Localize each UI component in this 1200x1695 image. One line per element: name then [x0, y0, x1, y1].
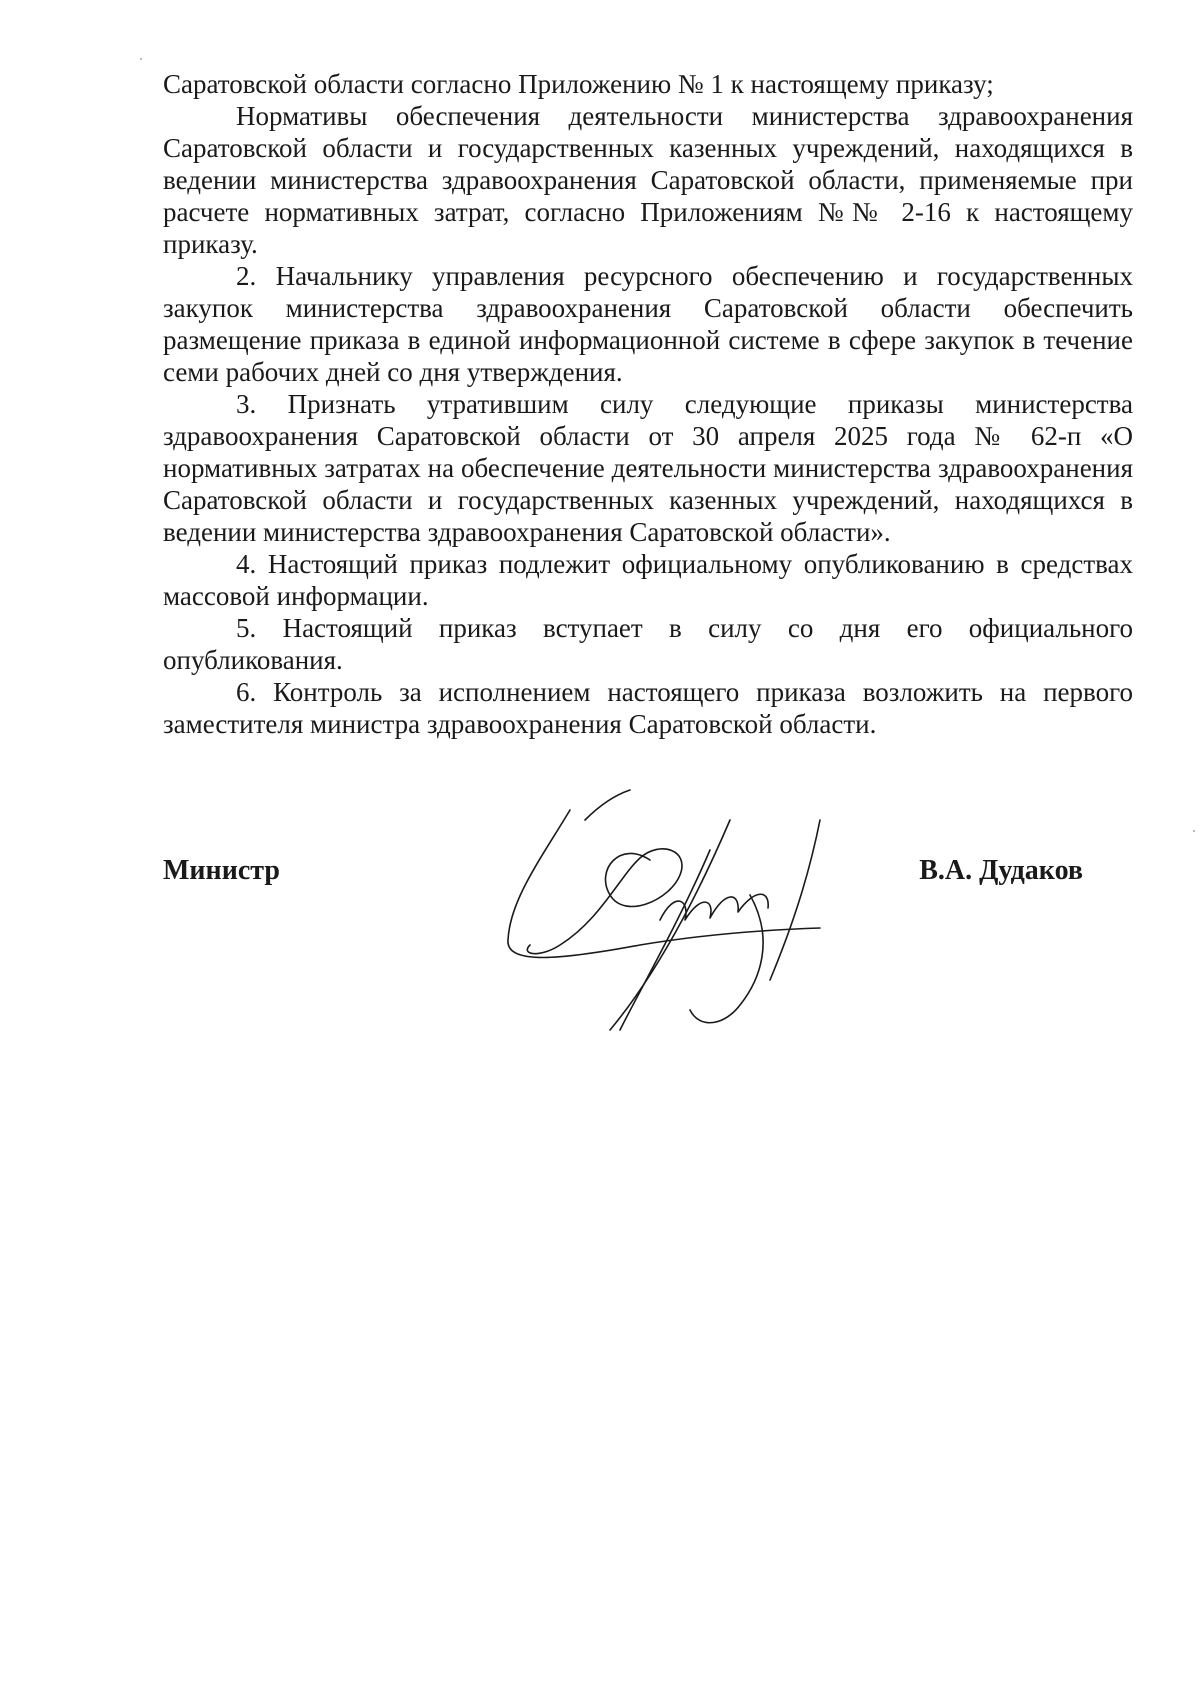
signatory-title: Министр — [163, 855, 280, 886]
paragraph-2: Нормативы обеспечения деятельности министерства здравоохранения Саратовской области и государственных казенных учреждений, находящихся в ведении министерства здравоохранения Саратовской области, применяемые при расчете нормативных затрат, согласно Приложениям №№ 2-16 к настоящему приказу. — [163, 101, 1133, 259]
paragraph-6: 5. Настоящий приказ вступает в силу со дня его официального опубликования. — [163, 613, 1133, 675]
paragraph-1: Саратовской области согласно Приложению № 1 к настоящему приказу; — [163, 69, 994, 99]
paragraph-5: 4. Настоящий приказ подлежит официальному опубликованию в средствах массовой информации. — [163, 549, 1133, 611]
scan-mark — [1193, 830, 1195, 832]
paragraph-3: 2. Начальнику управления ресурсного обеспечению и государственных закупок министерства здравоохранения Саратовской области обеспечить размещение приказа в единой информационной системе в сфере закупок в течение семи рабочих дней со дня утверждения. — [163, 261, 1133, 387]
signatory-name: В.А. Дудаков — [919, 855, 1083, 886]
paragraph-7: 6. Контроль за исполнением настоящего приказа возложить на первого заместителя министра здравоохранения Саратовской области. — [163, 677, 1133, 739]
signature-block — [163, 855, 1083, 895]
document-body — [163, 68, 1133, 740]
paragraph-4: 3. Признать утратившим силу следующие приказы министерства здравоохранения Саратовской области от 30 апреля 2025 года № 62-п «О нормативных затратах на обеспечение деятельности министерства здравоохранения Саратовской области и государственных казенных учреждений, находящихся в ведении министерства здравоохранения Саратовской области». — [163, 389, 1133, 547]
handwritten-signature — [500, 780, 860, 1050]
scan-mark — [140, 58, 142, 60]
